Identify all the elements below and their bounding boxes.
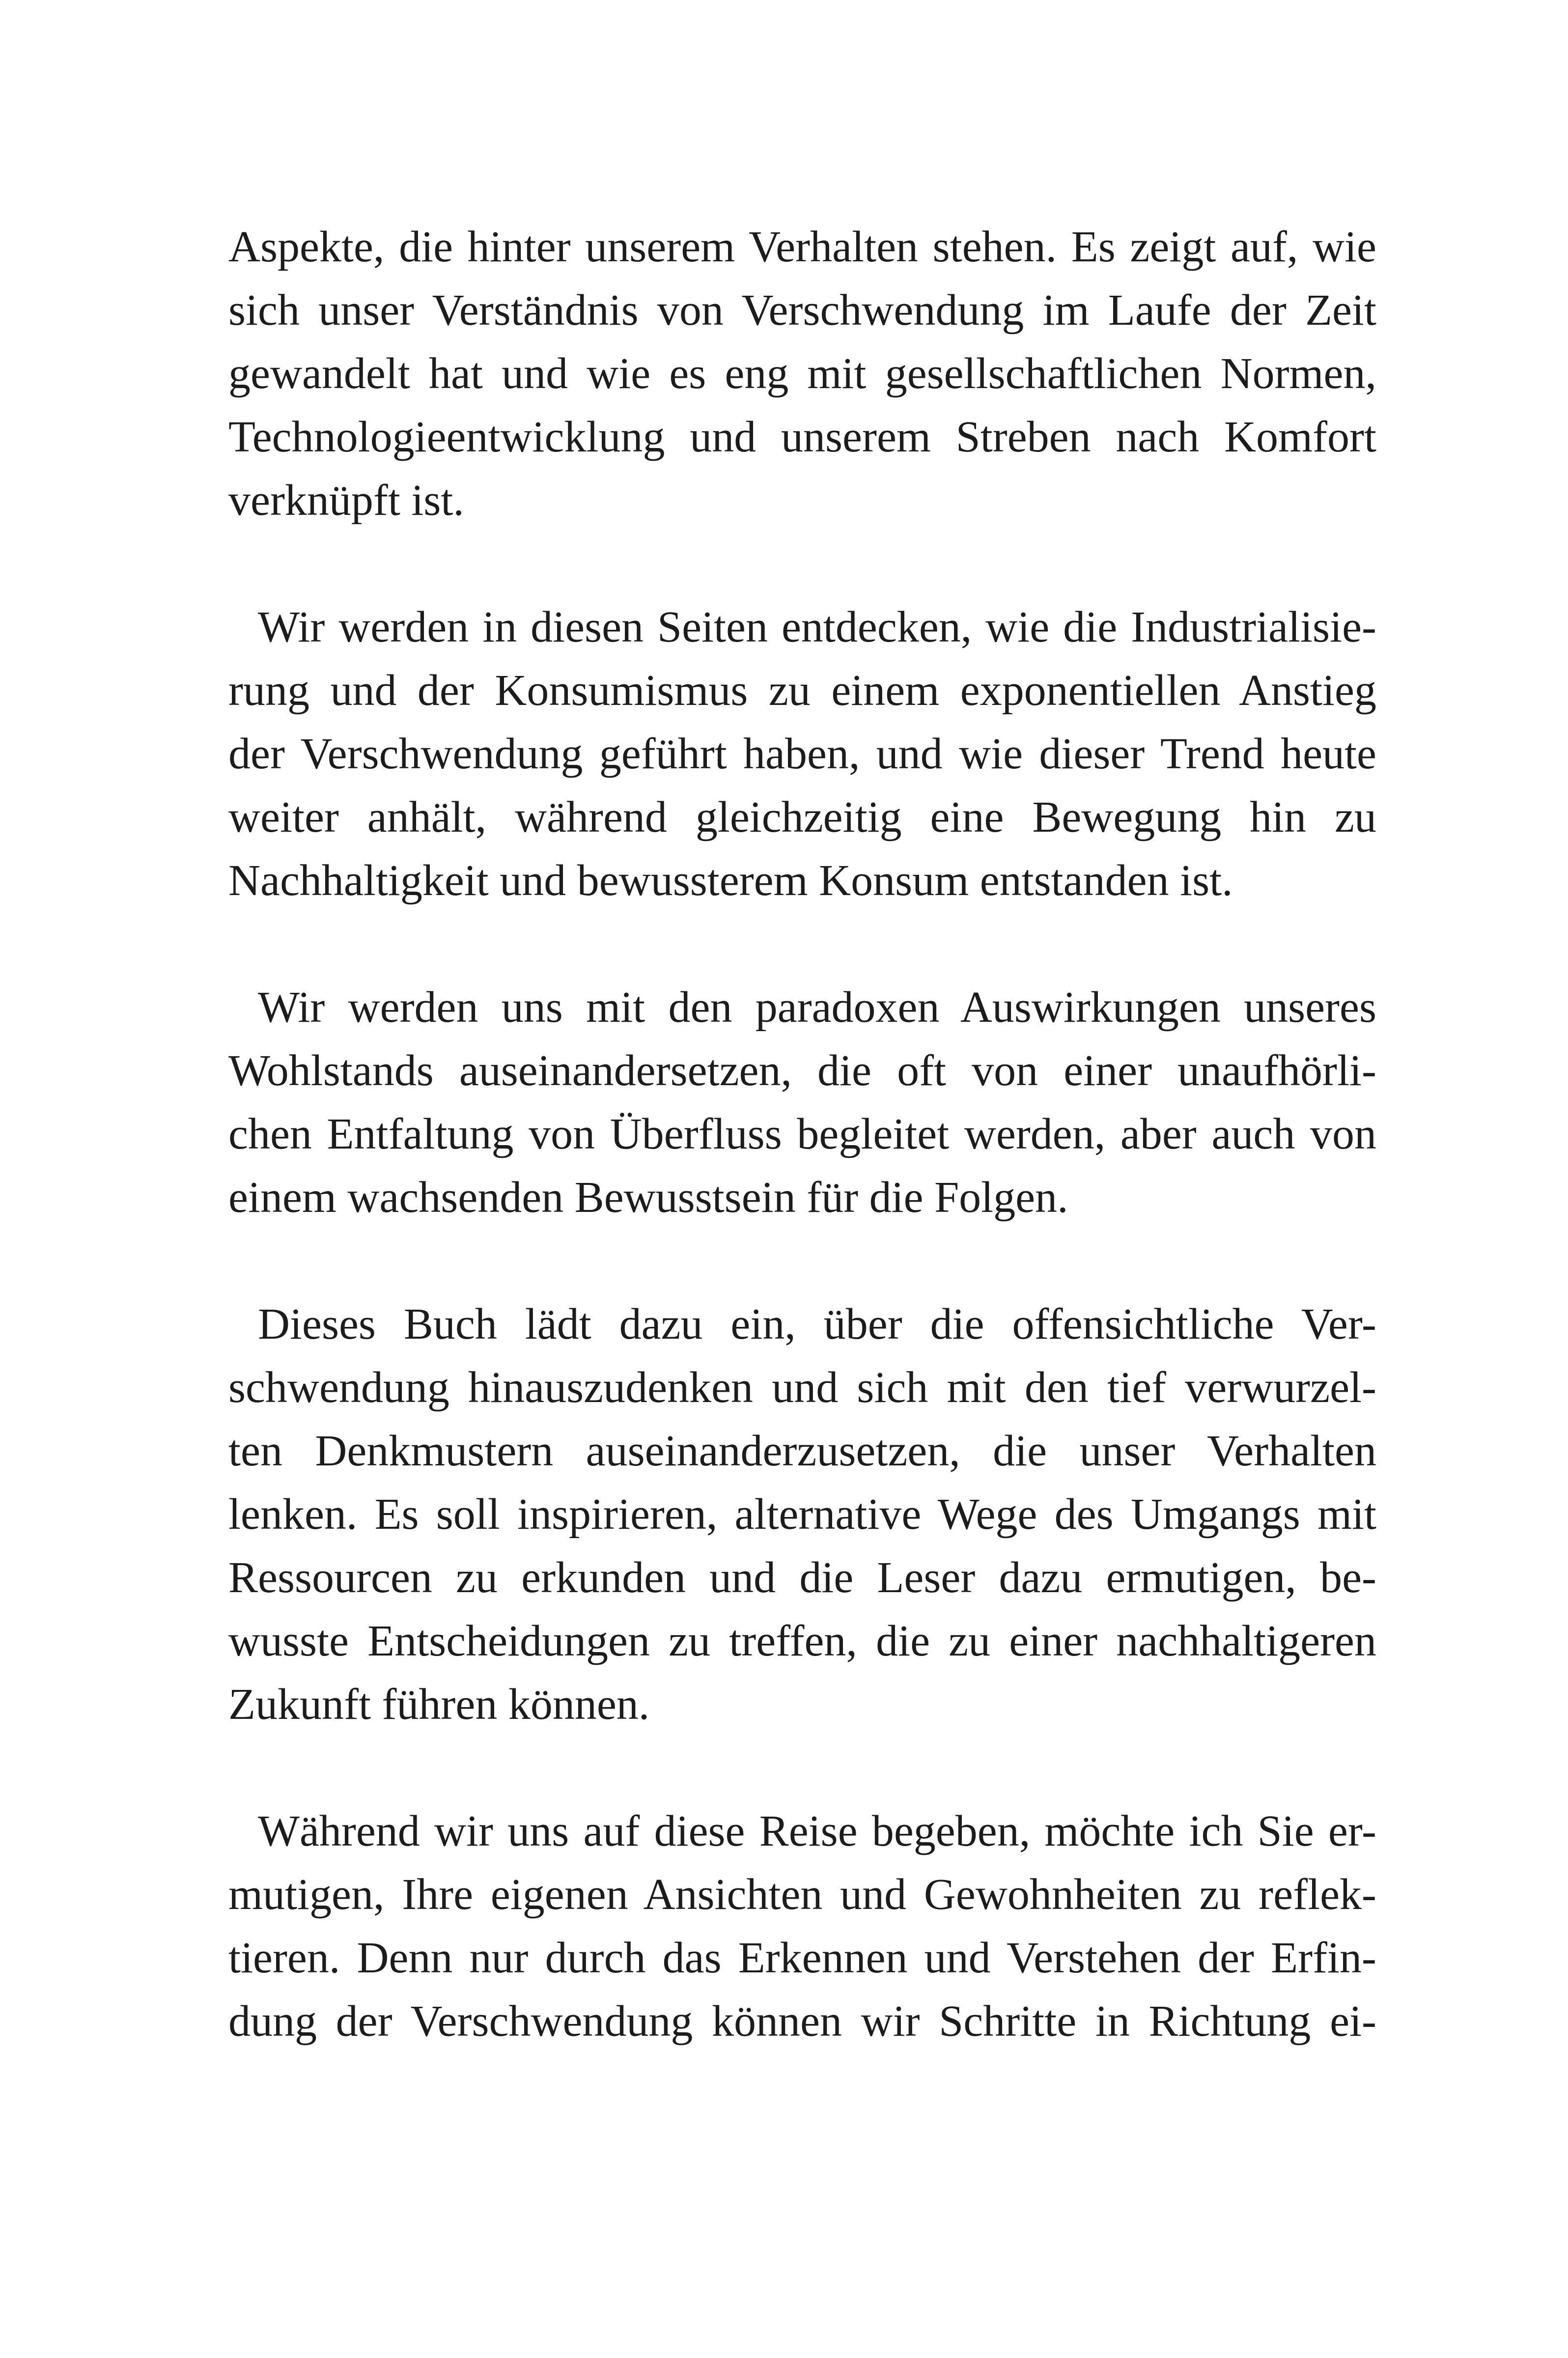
text-line: Wir werden uns mit den paradoxen Auswirkungen unseres: [258, 983, 1376, 1032]
text-line: weiter anhält, während gleichzeitig eine Bewegung hin zu: [228, 793, 1376, 842]
text-line: mutigen, Ihre eigenen Ansichten und Gewohnheiten zu reflek-: [228, 1870, 1376, 1919]
text-line: Nachhaltigkeit und bewussterem Konsum entstanden ist.: [228, 856, 1233, 905]
text-line: chen Entfaltung von Überfluss begleitet werden, aber auch von: [228, 1110, 1376, 1158]
text-line: Während wir uns auf diese Reise begeben, möchte ich Sie er-: [258, 1807, 1376, 1855]
text-line: dung der Verschwendung können wir Schritte in Richtung ei-: [228, 1997, 1376, 2046]
text-line: Dieses Buch lädt dazu ein, über die offensichtliche Ver-: [258, 1300, 1376, 1348]
text-line: sich unser Verständnis von Verschwendung im Laufe der Zeit: [228, 286, 1376, 335]
text-line: gewandelt hat und wie es eng mit gesellschaftlichen Normen,: [228, 349, 1376, 398]
text-line: Ressourcen zu erkunden und die Leser dazu ermutigen, be-: [228, 1553, 1376, 1602]
text-line: verknüpft ist.: [228, 476, 464, 525]
text-line: Wir werden in diesen Seiten entdecken, wie die Industrialisie-: [258, 603, 1376, 651]
paragraph-4: [228, 1292, 1376, 1736]
text-line: Zukunft führen können.: [228, 1680, 650, 1729]
text-line: einem wachsenden Bewusstsein für die Folgen.: [228, 1173, 1068, 1222]
text-line: Wohlstands auseinandersetzen, die oft von einer unaufhörli-: [228, 1046, 1376, 1095]
paragraph-3: [228, 976, 1376, 1229]
paragraph-2: [228, 595, 1376, 912]
text-line: tieren. Denn nur durch das Erkennen und Verstehen der Erfin-: [228, 1934, 1376, 1982]
paragraph-1: [228, 215, 1376, 532]
body-text: [228, 215, 1376, 2116]
text-line: Aspekte, die hinter unserem Verhalten stehen. Es zeigt auf, wie: [228, 223, 1376, 271]
text-line: wusste Entscheidungen zu treffen, die zu einer nachhaltigeren: [228, 1617, 1376, 1665]
text-line: lenken. Es soll inspirieren, alternative Wege des Umgangs mit: [228, 1490, 1376, 1539]
text-line: ten Denkmustern auseinanderzusetzen, die unser Verhalten: [228, 1427, 1376, 1475]
text-line: rung und der Konsumismus zu einem exponentiellen Anstieg: [228, 666, 1376, 715]
text-line: der Verschwendung geführt haben, und wie dieser Trend heute: [228, 730, 1376, 778]
text-line: Technologieentwicklung und unserem Streben nach Komfort: [228, 413, 1376, 461]
paragraph-5: [228, 1799, 1376, 2053]
text-line: schwendung hinauszudenken und sich mit den tief verwurzel-: [228, 1363, 1376, 1412]
